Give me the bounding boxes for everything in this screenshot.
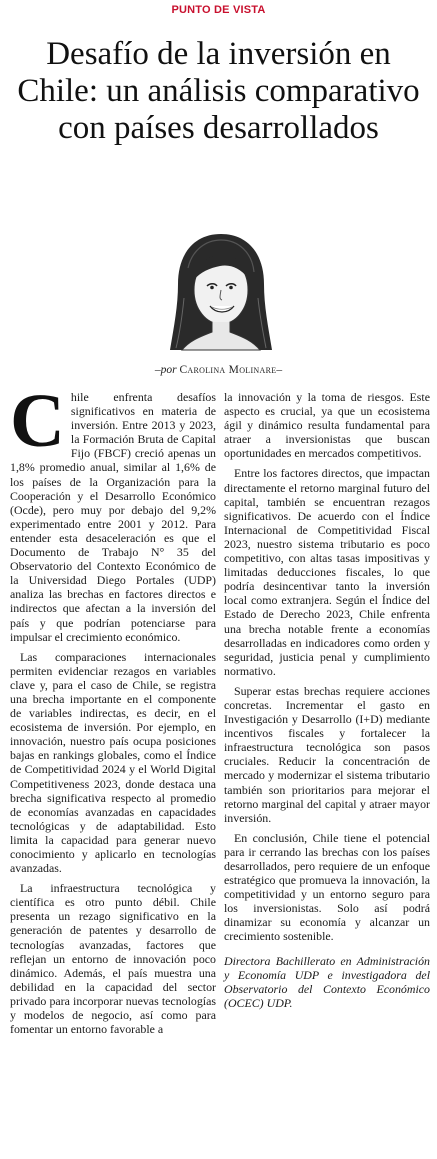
author-signature: Directora Bachillerato en Administración y Economía UDP e investigadora del Observatorio del Contexto Económico (OCEC) UDP.: [224, 953, 430, 1010]
article-column-right: [224, 390, 430, 1016]
byline-author: Carolina Molinare: [179, 364, 277, 376]
byline: [0, 364, 437, 376]
article-paragraph: Las comparaciones internacionales permiten evidenciar rezagos en variables clave y, para el caso de Chile, se registra una brecha importante en el componente de variables indirectas, es decir, en el ecosistema de inversión. Por ejemplo, en innovación, nuestro país ocupa posiciones bajas en rankings globales, como el Índice de Competitividad 2024 y el World Digital Competitiveness 2023, donde destaca una brecha significativa respecto al promedio de economías avanzadas en capacidades tecnológicas y de adaptabilidad. Esto limita la capacidad para generar nuevo conocimiento y aplicarlo en tecnologías avanzadas.: [10, 649, 216, 876]
article-paragraph: La infraestructura tecnológica y científica es otro punto débil. Chile presenta un rezago significativo en la generación de patentes y desarrollo de tecnologías avanzadas, factores que reflejan un entorno de innovación poco dinámico. Además, el país muestra una debilidad en la capacidad del sector privado para incorporar nuevas tecnologías y modelos de negocio, así como para fomentar un entorno favorable a: [10, 881, 216, 1037]
byline-prefix: –por: [154, 364, 177, 376]
article-paragraph: Entre los factores directos, que impactan directamente el retorno marginal futuro del capital, también se encuentran rezagos significativos. De acuerdo con el Índice Internacional de Competitividad Fiscal 2023, nuestro sistema tributario es poco competitivo, con altas tasas impositivas y limitadas deducciones fiscales, lo que podría desincentivar tanto la inversión local como extranjera. Según el Índice del Estado de Derecho 2023, Chile enfrenta una brecha notable frente a economías desarrolladas en indicadores como orden y seguridad, justicia penal y cumplimiento normativo.: [224, 466, 430, 678]
drop-cap: C: [10, 379, 65, 463]
article-column-left: [10, 379, 216, 1042]
section-label: PUNTO DE VISTA: [171, 4, 266, 16]
paragraph-text: hile enfrenta desafíos significativos en materia de inversión. Entre 2013 y 2023, la Formación Bruta de Capital Fijo (FBCF) creció apenas un 1,8% promedio anual, similar al 1,6% de los países de la Organización para la Cooperación y el Desarrollo Económico (Ocde), pero muy por debajo del 9,2% experimentado entre 2001 y 2012. Para entender esta desaceleración es que el Documento de Trabajo N° 35 del Observatorio del Contexto Económico de la Universidad Diego Portales (UDP) analiza las brechas en factores directos e indirectos que afectan a la inversión del país y que podrían potenciarse para impulsar el crecimiento económico.: [10, 390, 216, 644]
article-paragraph: Superar estas brechas requiere acciones concretas. Incrementar el gasto en Investigación y Desarrollo (I+D) mediante incentivos fiscales y fortalecer la infraestructura tecnológica son pasos cruciales. Reducir la concentración de mercado y modernizar el sistema tributario también son prioritarios para mejorar el retorno marginal del capital y atraer mayor inversión.: [224, 683, 430, 825]
byline-suffix: –: [276, 364, 283, 376]
article-paragraph: la innovación y la toma de riesgos. Este aspecto es crucial, ya que un ecosistema ágil y dinámico resulta fundamental para atraer a inversionistas que buscan oportunidades en mercados competitivos.: [224, 390, 430, 461]
article-headline: Desafío de la inversión en Chile: un análisis comparativo con países desarrollados: [17, 36, 420, 146]
author-portrait: [168, 228, 274, 352]
article-paragraph: En conclusión, Chile tiene el potencial para ir cerrando las brechas con los países desarrollados, pero requiere de un enfoque estratégico que promueva la innovación, la competitividad y un entorno seguro para los inversionistas. Solo así podrá dinamizar su economía y alcanzar un crecimiento sostenible.: [224, 830, 430, 944]
article-paragraph: [10, 379, 216, 644]
